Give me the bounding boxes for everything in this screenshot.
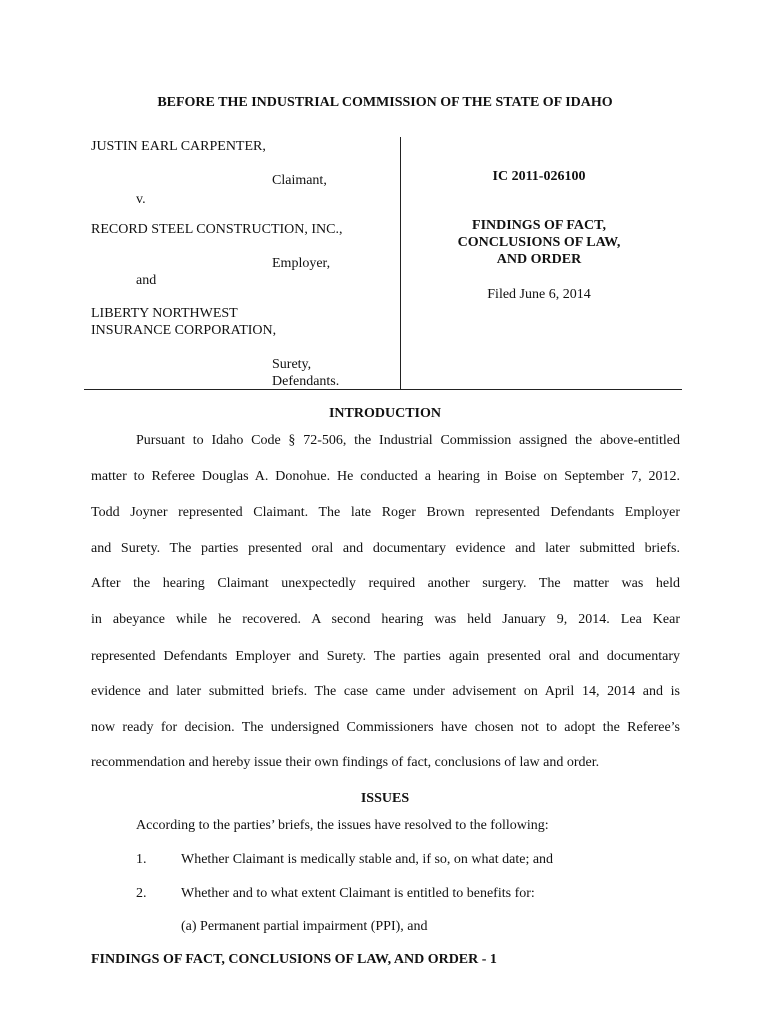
introduction-line: evidence and later submitted briefs. The case came under advisement on April 14, 2014 and is bbox=[91, 684, 680, 699]
introduction-line: represented Defendants Employer and Surety. The parties again presented oral and documentary bbox=[91, 649, 680, 664]
issue-text: Whether Claimant is medically stable and, if so, on what date; and bbox=[181, 852, 554, 867]
caption-vertical-divider bbox=[400, 137, 401, 390]
document-title-line-1: FINDINGS OF FACT, bbox=[472, 218, 606, 233]
introduction-line: After the hearing Claimant unexpectedly required another surgery. The matter was held bbox=[91, 576, 680, 591]
introduction-heading: INTRODUCTION bbox=[328, 406, 441, 421]
and-label: and bbox=[136, 273, 157, 288]
introduction-line: in abeyance while he recovered. A second hearing was held January 9, 2014. Lea Kear bbox=[91, 612, 680, 627]
issue-number: 1. bbox=[136, 852, 147, 867]
employer-name: RECORD STEEL CONSTRUCTION, INC., bbox=[91, 222, 343, 237]
introduction-line: matter to Referee Douglas A. Donohue. He conducted a hearing in Boise on September 7, 2012. bbox=[91, 469, 680, 484]
issue-sub-item: (a) Permanent partial impairment (PPI), and bbox=[181, 919, 428, 934]
employer-role: Employer, bbox=[272, 256, 331, 271]
issues-heading: ISSUES bbox=[360, 791, 410, 806]
introduction-line: Todd Joyner represented Claimant. The late Roger Brown represented Defendants Employer bbox=[91, 505, 680, 520]
claimant-name: JUSTIN EARL CARPENTER, bbox=[91, 139, 266, 154]
introduction-line: recommendation and hereby issue their own findings of fact, conclusions of law and order. bbox=[91, 755, 600, 770]
issues-intro: According to the parties’ briefs, the issues have resolved to the following: bbox=[136, 818, 549, 833]
document-title-line-2: CONCLUSIONS OF LAW, bbox=[457, 235, 621, 250]
versus-label: v. bbox=[136, 192, 146, 207]
caption-horizontal-rule bbox=[84, 389, 682, 390]
claimant-role: Claimant, bbox=[272, 173, 327, 188]
defendants-role: Defendants. bbox=[272, 374, 340, 389]
filed-date: Filed June 6, 2014 bbox=[487, 287, 591, 302]
case-number: IC 2011-026100 bbox=[492, 169, 586, 184]
surety-role: Surety, bbox=[272, 357, 312, 372]
surety-name-line-1: LIBERTY NORTHWEST bbox=[91, 306, 238, 321]
document-title-line-3: AND ORDER bbox=[496, 252, 582, 267]
page-footer: FINDINGS OF FACT, CONCLUSIONS OF LAW, AND ORDER - 1 bbox=[91, 952, 497, 967]
introduction-line: Pursuant to Idaho Code § 72-506, the Industrial Commission assigned the above-entitled bbox=[136, 433, 680, 448]
surety-name-line-2: INSURANCE CORPORATION, bbox=[91, 323, 277, 338]
issue-number: 2. bbox=[136, 886, 147, 901]
introduction-line: and Surety. The parties presented oral and documentary evidence and later submitted briefs. bbox=[91, 541, 680, 556]
issue-text: Whether and to what extent Claimant is entitled to benefits for: bbox=[181, 886, 535, 901]
court-heading: BEFORE THE INDUSTRIAL COMMISSION OF THE STATE OF IDAHO bbox=[157, 95, 613, 110]
introduction-line: now ready for decision. The undersigned Commissioners have chosen not to adopt the Referee’s bbox=[91, 720, 680, 735]
